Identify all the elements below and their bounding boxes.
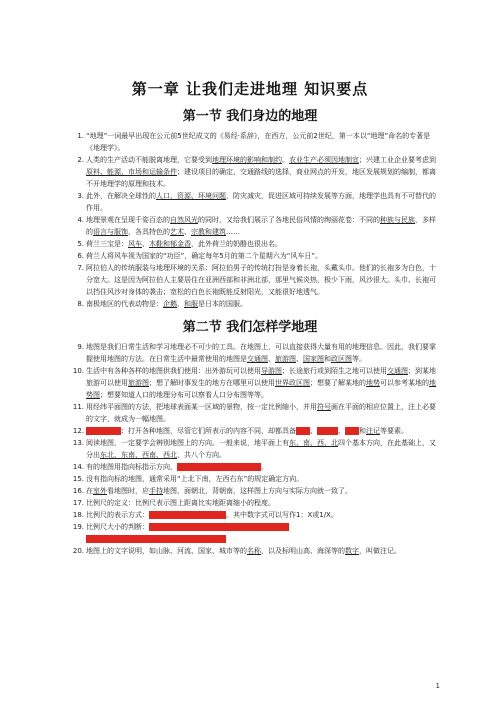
item-text: “地理”一词最早出现在公元前5世纪成文的《易经·系辞》，在西方，公元前2世纪，第一本以“地理”命名的专著是《地理学》。	[86, 132, 431, 152]
list-item	[60, 425, 440, 437]
item-number: 14.	[72, 463, 84, 471]
item-text: 。其中数字式可以写作1：X或1/X。	[226, 511, 338, 519]
item-text: ，叫做注记。	[359, 547, 401, 555]
list-item	[60, 497, 440, 509]
underlined-term: 导游图	[261, 367, 282, 375]
list-item	[60, 437, 440, 461]
item-text: ；到某地旅游可以使用	[86, 367, 436, 387]
item-text: 荷兰三宝是：	[86, 240, 128, 248]
section2-title: 第二节 我们怎样学地理	[182, 320, 318, 335]
item-text: 在	[86, 487, 93, 495]
underlined-term: 和服	[184, 300, 198, 308]
item-text: ；长途旅行或到陌生之地可以使用	[282, 367, 387, 375]
underlined-term: 地理环境的影响和制约	[212, 156, 282, 164]
item-text: 地图上的文字说明，如山脉、河流、国家、城市等的	[86, 547, 247, 555]
item-text: ，共八个方向。	[177, 451, 226, 459]
underlined-term: 木鞋和郁金香	[149, 240, 191, 248]
underlined-term: 人口、资源、环境问题	[156, 192, 226, 200]
highlighted-term: a.比例尺越大，表示的范围越小，内容越详细	[149, 523, 289, 531]
item-text: 生活中有各种各样的地图供我们使用：出外游玩可以使用	[86, 367, 261, 375]
item-text: 用经纬平面图的方法，把地球表面某一区域的景物，按一定比例缩小，并用	[86, 403, 317, 411]
item-text: 、	[268, 355, 275, 363]
underlined-term: 旅游图	[128, 379, 149, 387]
item-number: 16.	[72, 487, 84, 495]
item-text: 没有指向标的地图，通常采用“上北下南，左西右东”的规定确定方向。	[86, 475, 304, 483]
underlined-term: 艺术	[170, 228, 184, 236]
item-number: 1.	[77, 132, 84, 140]
underlined-term: 原料、能源、市场和运输条件	[86, 168, 177, 176]
item-text: 看地图时，应	[107, 487, 149, 495]
item-number: 6.	[77, 252, 84, 260]
highlighted-term: 地图三要素	[86, 427, 121, 435]
item-text: 、	[142, 240, 149, 248]
list-item	[60, 473, 440, 485]
item-text: 四个基本方向，在此基础上，又分出	[86, 439, 436, 459]
item-subline	[86, 533, 440, 545]
list-item	[60, 521, 440, 545]
underlined-term: 种族与民族	[380, 216, 415, 224]
underlined-term: 地势	[366, 379, 380, 387]
item-text: 地理景观在呈现千姿百态的	[86, 216, 170, 224]
underlined-term: 东北、东南、西南、西北	[100, 451, 177, 459]
item-text: 和	[359, 427, 366, 435]
list-item	[60, 190, 440, 214]
underlined-term: 手持	[149, 487, 163, 495]
section1-list	[60, 130, 440, 310]
item-number: 11.	[72, 403, 84, 411]
underlined-term: 宗教和建筑	[191, 228, 226, 236]
item-text: 的同时，又给我们展示了各地民俗风情的绚丽花卷：不同的	[198, 216, 380, 224]
list-item	[60, 250, 440, 262]
item-text: ；兴建工业企业要考虑到	[359, 156, 436, 164]
underlined-term: 注记	[366, 427, 380, 435]
list-item	[60, 214, 440, 238]
highlighted-term: 指向标的箭头一般指向北方	[177, 463, 261, 471]
item-text: 人类的生产活动不能脱离地理，它要受到	[86, 156, 212, 164]
highlighted-term: 比例尺	[317, 427, 338, 435]
item-text: ，此外荷兰的奶酪也很出名。	[191, 240, 282, 248]
list-item	[60, 238, 440, 250]
highlighted-term: 方向	[296, 427, 310, 435]
item-number: 8.	[77, 300, 84, 308]
highlighted-term: b.比例尺越小，表示的范围越大，内容越简略	[86, 535, 226, 543]
underlined-term: 室外	[93, 487, 107, 495]
item-text: 比例尺的定义：比例尺表示图上距离比实地距离缩小的程度。	[86, 499, 275, 507]
item-text: 比例尺大小的判断：	[86, 523, 149, 531]
section1-title: 第一节 我们身边的地理	[182, 109, 318, 124]
item-text: ；建设项目的确定、交通路线的选择，商业网点的开发，地区发展规划的编制，都离不开地理学的原理和技术。	[86, 168, 436, 188]
item-text: 南极地区的代表动物是：	[86, 300, 163, 308]
list-item	[60, 341, 440, 365]
item-text: ，防灾减灾，促进区域可持续发展等方面，地理学也具有不可替代的作用。	[86, 192, 436, 212]
item-text: ，以及标明山高、海深等的	[261, 547, 345, 555]
list-item	[60, 485, 440, 497]
item-number: 18.	[72, 511, 84, 519]
item-number: 13.	[72, 439, 84, 447]
item-text: 和	[324, 355, 331, 363]
item-number: 4.	[77, 216, 84, 224]
underlined-term: 东、南、西、北	[289, 439, 338, 447]
list-item	[60, 298, 440, 310]
item-text: 、	[296, 355, 303, 363]
item-text: 、	[338, 427, 345, 435]
highlighted-term: 数字式、文字式、线段式	[149, 511, 226, 519]
underlined-term: 自然风光	[170, 216, 198, 224]
underlined-term: 政区图	[331, 355, 352, 363]
item-number: 5.	[77, 240, 84, 248]
item-number: 12.	[72, 427, 84, 435]
section2-list	[60, 341, 440, 557]
underlined-term: 符号	[317, 403, 331, 411]
underlined-term: 数字	[345, 547, 359, 555]
item-text: 等。	[352, 355, 366, 363]
item-text: 。	[261, 463, 268, 471]
item-text: ……	[226, 228, 240, 236]
item-text: ，	[177, 300, 184, 308]
item-number: 7.	[77, 264, 84, 272]
item-text: 等要素。	[380, 427, 408, 435]
item-text: 有的地图用指向标指示方向，	[86, 463, 177, 471]
list-item	[60, 461, 440, 473]
item-text: 。	[282, 156, 289, 164]
item-text: 是日本的国服。	[198, 300, 247, 308]
underlined-term: 语言与服饰	[93, 228, 128, 236]
underlined-term: 交通图	[387, 367, 408, 375]
item-text: ；想要知道人口的地理分布可以察看人口分布图等等。	[100, 391, 268, 399]
item-text: ；想要了解某地的	[310, 379, 366, 387]
item-text: 荷兰人将风车视为国家的“功臣”，确定每年5月的第二个星期六为“风车日”。	[86, 252, 322, 260]
underlined-term: 交通图	[247, 355, 268, 363]
list-item	[60, 401, 440, 425]
list-item	[60, 262, 440, 298]
item-number: 2.	[77, 156, 84, 164]
item-text: 此外，在解决全球性的	[86, 192, 156, 200]
item-number: 20.	[72, 547, 84, 555]
list-item	[60, 509, 440, 521]
underlined-term: 地势图	[86, 379, 436, 399]
list-item	[60, 365, 440, 401]
item-number: 15.	[72, 475, 84, 483]
underlined-term: 风车	[128, 240, 142, 248]
item-text: ：打开各种地图，尽管它们所表示的内容不同，却都具备	[121, 427, 296, 435]
underlined-term: 旅游图	[275, 355, 296, 363]
item-number: 19.	[72, 523, 84, 531]
item-text: ；想了解时事发生的地方在哪里可以使用	[149, 379, 275, 387]
item-number: 17.	[72, 499, 84, 507]
underlined-term: 农业生产必须因地制宜	[289, 156, 359, 164]
underlined-term: 企鹅	[163, 300, 177, 308]
item-text: 地图是我们日常生活和学习地理必不可少的工具。在地图上，可以直接获得大量有用的地理信息。因此，我们要掌握使用地图的方法。在日常生活中最常使用的地图是	[86, 343, 436, 363]
item-number: 3.	[77, 192, 84, 200]
highlighted-term: 图例	[345, 427, 359, 435]
underlined-term: 世界政区图	[275, 379, 310, 387]
item-text: 画在平面的相应位置上，注上必要的文字，就成为一幅地图。	[86, 403, 436, 423]
item-text: 阅读地图，一定要学会辨别地图上的方向。一般来说，地平面上有	[86, 439, 289, 447]
item-number: 9.	[77, 343, 84, 351]
item-text: 比例尺的表示方式：	[86, 511, 149, 519]
list-item	[60, 130, 440, 154]
list-item	[60, 545, 440, 557]
item-text: 阿拉伯人的传统服装与地理环境的关系：阿拉伯男子的传统打扮是身着长袍，头戴头巾。他们的长袍多为白色，十分宽大。这是因为阿拉伯人主要居住在亚洲西部和非洲北部，那里气候炎热，极少下雨，风沙很大。头巾、长袍可以挡住风沙对身体的袭击；宽松的白色长袍既能反射阳光，又能很好地透气。	[86, 264, 436, 296]
item-text: 地图，面朝北，背朝南，这样图上方向与实际方向就一致了。	[163, 487, 352, 495]
item-text: 、	[184, 228, 191, 236]
item-number: 10.	[72, 367, 84, 375]
item-text: 可以参考某地的	[380, 379, 429, 387]
page-number: 1	[435, 682, 440, 690]
item-text: ，各具特色的	[128, 228, 170, 236]
item-text: ，多样的	[86, 216, 436, 236]
chapter-title: 第一章 让我们走进地理 知识要点	[131, 80, 369, 98]
item-text: 、	[310, 427, 317, 435]
underlined-term: 名称	[247, 547, 261, 555]
underlined-term: 国家图	[303, 355, 324, 363]
list-item	[60, 154, 440, 190]
